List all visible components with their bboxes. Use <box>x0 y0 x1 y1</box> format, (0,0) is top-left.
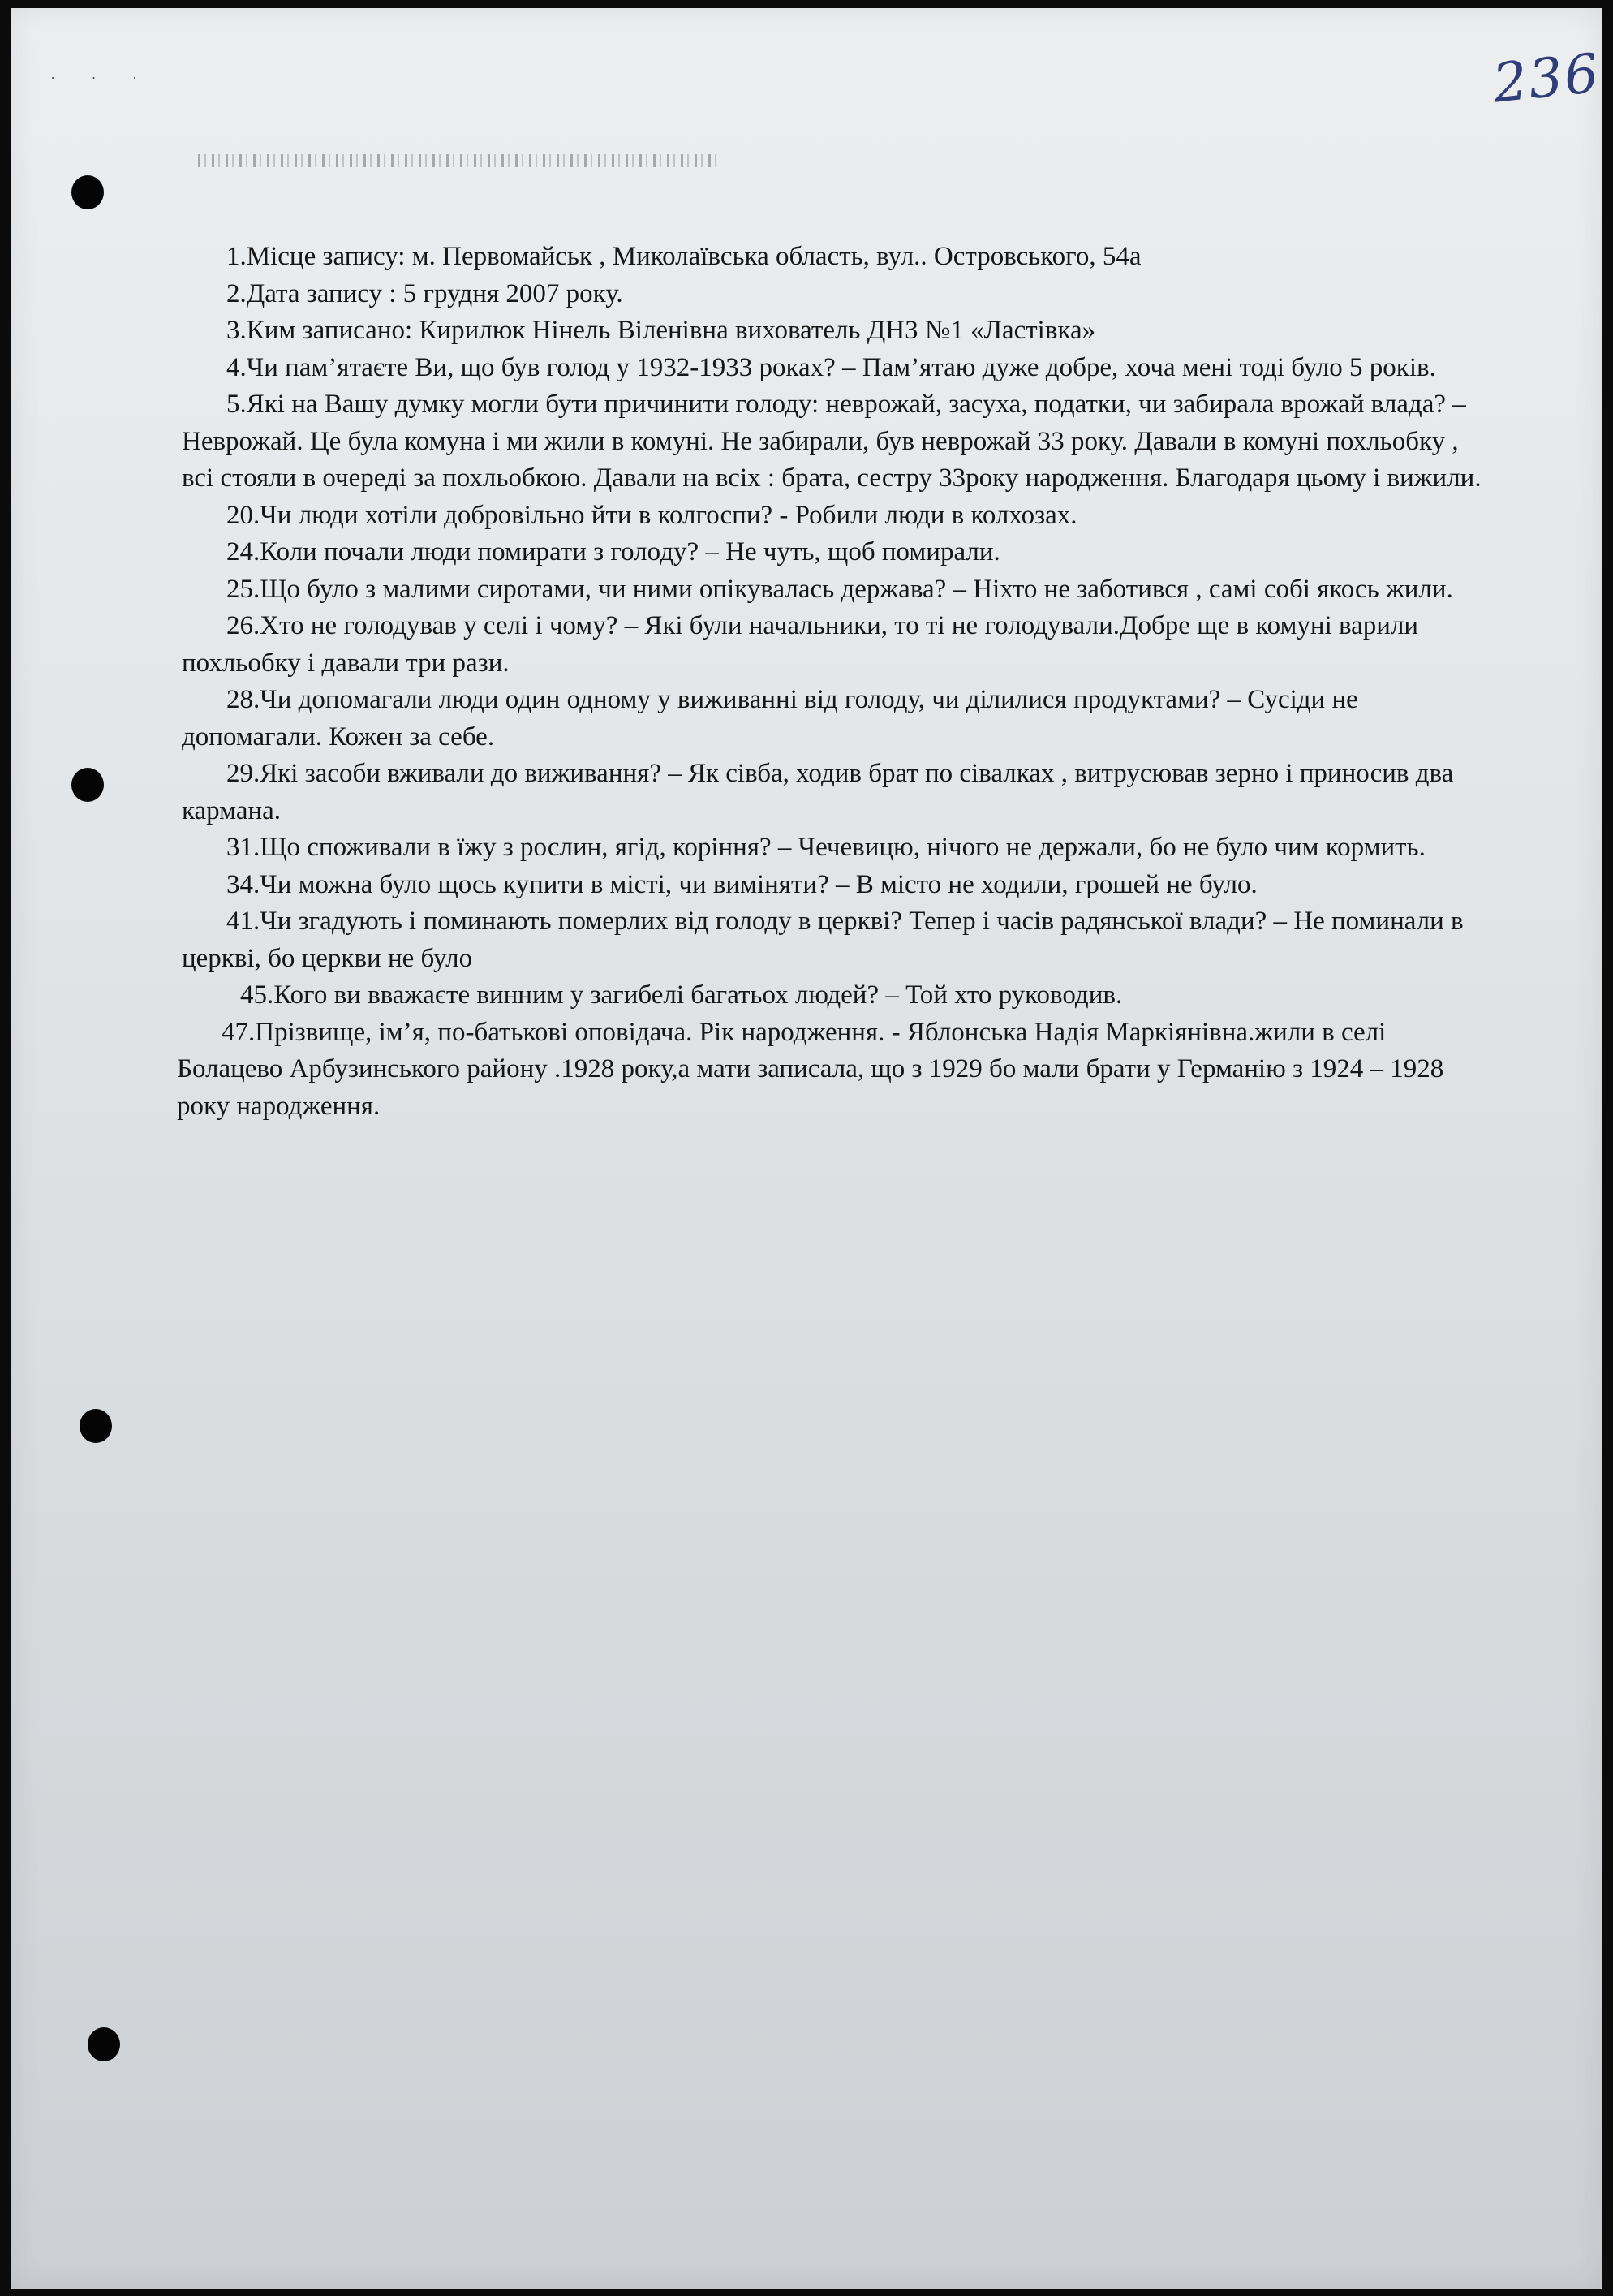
paragraph-question-28: 28.Чи допомагали люди один одному у виживанні від голоду, чи ділилися продуктами? – Сусіди не допомагали. Кожен за себе. <box>182 685 1358 752</box>
paragraph-question-47: 47.Прізвище, ім’я, по-батькові оповідача. Рік народження. - Яблонська Надія Маркіянівна.жили в селі Болацево Арбузинського району .1928 року,а мати записала, що з 1929 бо мали брати у Германію з 1924 – 1928 року народження. <box>177 1017 1444 1121</box>
paragraph-question-45: 45.Кого ви вважаєте винним у загибелі багатьох людей? – Той хто руководив. <box>240 980 1123 1010</box>
paragraph-question-41: 41.Чи згадують і поминають померлих від голоду в церкві? Тепер і часів радянської влади? – Не поминали в церкві, бо церкви не було <box>182 907 1464 973</box>
paragraph-question-29: 29.Які засоби вживали до виживання? – Як сівба, ходив брат по сівалках , витрусював зерно і приносив два кармана. <box>182 759 1454 825</box>
paragraph-question-24: 24.Коли почали люди помирати з голоду? – Не чуть, щоб помирали. <box>226 537 1000 566</box>
paragraph-question-25: 25.Що було з малими сиротами, чи ними опікувалась держава? – Ніхто не заботився , самі собі якось жили. <box>226 574 1453 604</box>
handwritten-page-number: 236 <box>1490 41 1603 115</box>
punch-hole <box>88 2027 120 2061</box>
document-body <box>177 239 1496 1125</box>
paragraph-question-34: 34.Чи можна було щось купити в місті, чи виміняти? – В місто не ходили, грошей не було. <box>226 869 1258 899</box>
paragraph-record-date: 2.Дата запису : 5 грудня 2007 року. <box>226 278 623 308</box>
punch-hole <box>80 1409 112 1443</box>
punch-hole <box>71 175 104 209</box>
paragraph-question-20: 20.Чи люди хотіли добровільно йти в колгоспи? - Робили люди в колхозах. <box>226 500 1077 530</box>
corner-marks: · · · <box>50 70 153 86</box>
punch-hole <box>71 768 104 802</box>
paragraph-question-31: 31.Що споживали в їжу з рослин, ягід, коріння? – Чечевицю, нічого не держали, бо не було чим кормить. <box>226 833 1426 862</box>
paragraph-question-26: 26.Хто не голодував у селі і чому? – Які були начальники, то ті не голодували.Добре ще в комуні варили похльобку і давали три рази. <box>182 611 1419 678</box>
paragraph-record-place: 1.Місце запису: м. Первомайськ , Миколаївська область, вул.. Островського, 54а <box>226 242 1142 271</box>
paragraph-recorded-by: 3.Ким записано: Кирилюк Нінель Віленівна вихователь ДНЗ №1 «Ластівка» <box>226 316 1096 345</box>
paragraph-question-4: 4.Чи пам’ятаєте Ви, що був голод у 1932-1933 роках? – Пам’ятаю дуже добре, хоча мені тоді було 5 років. <box>226 352 1436 382</box>
paragraph-question-5: 5.Які на Вашу думку могли бути причинити голоду: неврожай, засуха, податки, чи забирала врожай влада? – Неврожай. Це була комуна і ми жили в комуні. Не забирали, був неврожай 33 року. Давали в комуні похльобку , всі стояли в очереді за похльобкою. Давали на всіх : брата, сестру 33року народження. Благодаря цьому і вижили. <box>182 390 1482 493</box>
document-page <box>11 8 1602 2289</box>
faint-header-artifact <box>198 154 717 167</box>
